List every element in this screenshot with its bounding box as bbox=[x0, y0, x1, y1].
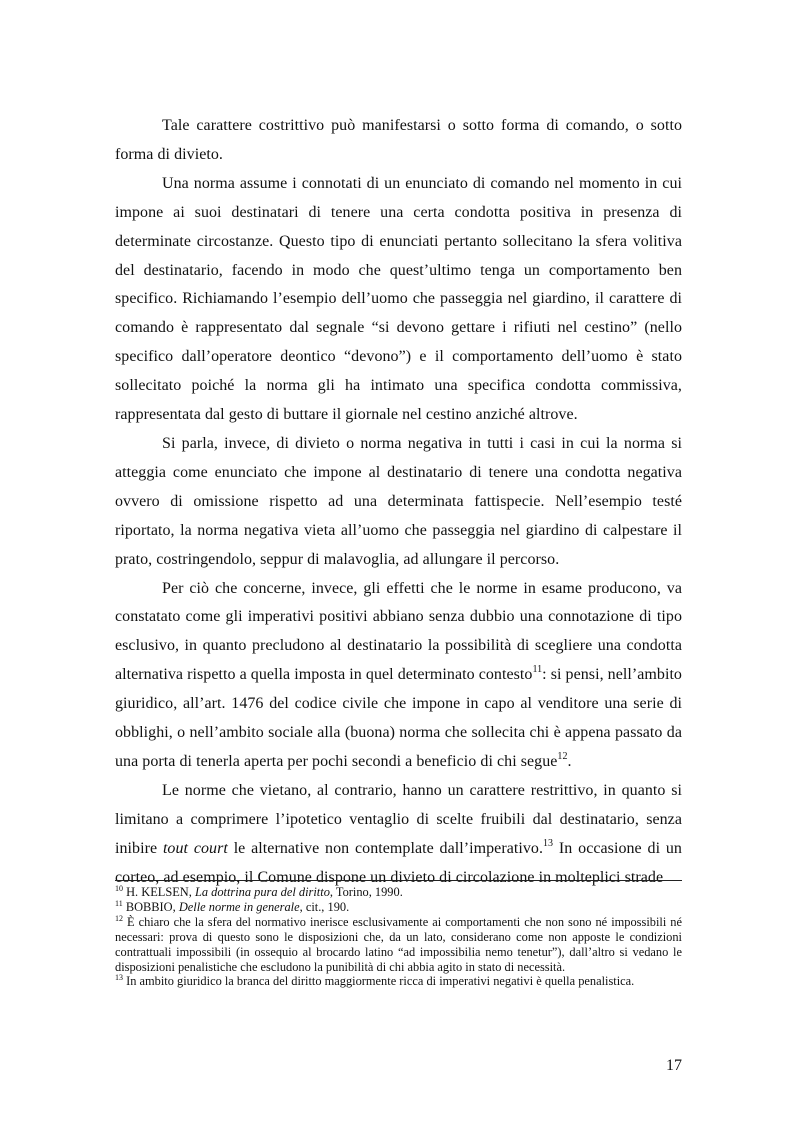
italic-term: tout court bbox=[162, 839, 228, 857]
footnote-11: $^{11}$ BOBBIO, Delle norme in generale, cit., 190. bbox=[115, 898, 350, 914]
paragraph: Si parla, invece, di divieto o norma negativa in tutti i casi in cui la norma si atteggia come enunciato che impone al destinatario di tenere una condotta negativa ovvero di omissione rispetto ad una determinata fattispecie. Nell’esempio testé riportato, la norma negativa vieta all’uomo che passeggia nel giardino di calpestare il prato, costringendolo, seppur di malavoglia, ad allungare il percorso. bbox=[115, 434, 682, 568]
footnote-13 bbox=[115, 974, 682, 989]
footnote-number: 12 bbox=[115, 913, 123, 923]
footnote-ref-13[interactable]: 13 bbox=[543, 837, 554, 849]
paragraph-text: Le norme che vietano, al contrario, hanno un carattere restrittivo, in quanto si limitano a comprimere l’ipotetico ventaglio di scelte fruibili dal destinatario, senza inibire bbox=[115, 781, 682, 857]
paragraph-text: . bbox=[567, 752, 572, 770]
footnote-number: 13 bbox=[115, 973, 123, 983]
footnote-12 bbox=[115, 915, 682, 975]
paragraph bbox=[115, 575, 682, 777]
paragraph-text: In occasione di un corteo, ad esempio, il Comune dispone un divieto di circolazione in molteplici strade bbox=[115, 839, 682, 886]
footnote-title: Delle norme in generale bbox=[178, 899, 300, 914]
footnote-author: BOBBIO bbox=[125, 899, 173, 914]
footnote-author: H. KELSEN bbox=[126, 885, 189, 899]
page-number: 17 bbox=[666, 1057, 682, 1074]
paragraph: Tale carattere costrittivo può manifestarsi o sotto forma di comando, o sotto forma di divieto. bbox=[115, 117, 682, 163]
footnote-number: 11 bbox=[115, 898, 123, 908]
footnote-10: $^{10}$ H. KELSEN, La dottrina pura del diritto, Torino, 1990. bbox=[115, 884, 403, 899]
footnote-divider bbox=[115, 880, 682, 881]
body-text bbox=[115, 112, 682, 892]
paragraph-text: : si pensi, nell’ambito giuridico, all’art. 1476 del codice civile che impone in capo al venditore una serie di obblighi, o nell’ambito sociale alla (buona) norma che sollecita chi è appena passato da una porta di tenerla aperta per pochi secondi a beneficio di chi segue bbox=[115, 666, 682, 770]
paragraph-text: le alternative non contemplate dall’imperativo. bbox=[227, 839, 543, 857]
footnote-title: La dottrina pura del diritto bbox=[194, 885, 330, 899]
footnote-ref-12[interactable]: 12 bbox=[557, 750, 568, 762]
paragraph bbox=[115, 777, 682, 893]
footnote-text: In ambito giuridico la branca del diritto maggiormente ricca di imperativi negativi è quella penalistica. bbox=[123, 974, 635, 989]
paragraph-text: Per ciò che concerne, invece, gli effetti che le norme in esame producono, va constatato come gli imperativi positivi abbiano senza dubbio una connotazione di tipo esclusivo, in quanto precludono al destinatario la possibilità di scegliere una condotta alternativa rispetto a quella imposta in quel determinato contesto bbox=[115, 579, 682, 684]
paragraph: Una norma assume i connotati di un enunciato di comando nel momento in cui impone ai suoi destinatari di tenere una certa condotta positiva in presenza di determinate circostanze. Questo tipo di enunciati pertanto sollecitano la sfera volitiva del destinatario, facendo in modo che quest’ultimo tenga un comportamento ben specifico. Richiamando l’esempio dell’uomo che passeggia nel giardino, il carattere di comando è rappresentato dal segnale “si devono gettare i rifiuti nel cestino” (nello specifico dall’operatore deontico “devono”) e il comportamento dell’uomo è stato sollecitato poiché la norma gli ha intimato una specifica condotta commissiva, rappresentata dal gesto di buttare il giornale nel cestino anziché altrove. bbox=[115, 174, 682, 424]
footnotes bbox=[115, 885, 682, 989]
footnote-number: 10 bbox=[115, 884, 123, 893]
footnote-text: È chiaro che la sfera del normativo inerisce esclusivamente ai comportamenti che non sono né impossibili né necessari: prova di questo sono le disposizioni che, da un lato, considerano come non apposte le condizioni contrattuali impossibili (in ossequio al brocardo latino “ad impossibilia nemo tenetur”), dall’altro si vedano le disposizioni penalistiche che escludono la punibilità di chi abbia agito in stato di necessità. bbox=[115, 914, 682, 974]
footnote-ref-11[interactable]: 11 bbox=[532, 664, 543, 676]
